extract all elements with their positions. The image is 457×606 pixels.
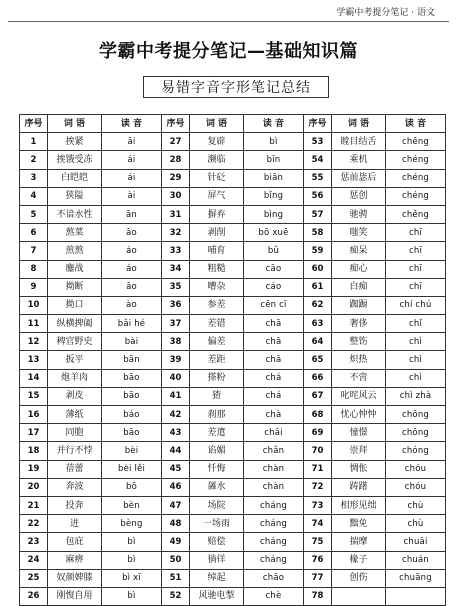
entry-number: 31	[162, 205, 190, 223]
entry-pinyin: bài	[102, 333, 162, 351]
entry-number: 46	[162, 478, 190, 496]
entry-number: 3	[20, 169, 48, 187]
entry-word: 纵横捭阖	[48, 315, 102, 333]
entry-pinyin: chēng	[386, 133, 446, 151]
entry-number: 75	[304, 533, 332, 551]
entry-pinyin: bō xuē	[244, 224, 304, 242]
entry-number: 41	[162, 387, 190, 405]
entry-word: 驰骋	[332, 205, 386, 223]
entry-number: 17	[20, 424, 48, 442]
entry-word: 痴呆	[332, 242, 386, 260]
entry-pinyin: ān	[102, 205, 162, 223]
entry-pinyin: bǐng	[244, 187, 304, 205]
entry-pinyin: bì	[102, 551, 162, 569]
entry-pinyin: bō	[102, 478, 162, 496]
table-row	[20, 387, 446, 405]
table-row	[20, 406, 446, 424]
table-row	[20, 278, 446, 296]
table-row	[20, 442, 446, 460]
entry-pinyin: ái	[102, 169, 162, 187]
entry-pinyin: chī	[386, 260, 446, 278]
entry-number: 72	[304, 478, 332, 496]
entry-word: 摒弃	[190, 205, 244, 223]
table-row	[20, 224, 446, 242]
entry-number: 42	[162, 406, 190, 424]
entry-pinyin: bèi lěi	[102, 460, 162, 478]
entry-pinyin: bì xī	[102, 569, 162, 587]
word-pronunciation-table	[19, 114, 446, 606]
entry-word: 狭隘	[48, 187, 102, 205]
entry-word: 整饬	[332, 333, 386, 351]
entry-number: 66	[304, 369, 332, 387]
entry-pinyin: bìng	[244, 205, 304, 223]
entry-pinyin: āo	[102, 224, 162, 242]
header-divider	[8, 21, 449, 22]
page-title: 学霸中考提分笔记—基础知识篇	[99, 41, 358, 62]
entry-pinyin: chā	[244, 315, 304, 333]
entry-number: 27	[162, 133, 190, 151]
entry-pinyin: ào	[102, 296, 162, 314]
section-subtitle: 易错字音字形笔记总结	[143, 76, 329, 98]
entry-word: 不谙水性	[48, 205, 102, 223]
column-header: 词 语	[190, 115, 244, 133]
entry-number: 30	[162, 187, 190, 205]
table-row	[20, 205, 446, 223]
entry-word: 濒临	[190, 151, 244, 169]
entry-number: 18	[20, 442, 48, 460]
entry-number: 20	[20, 478, 48, 496]
entry-word: 风驰电掣	[190, 587, 244, 605]
column-header: 词 语	[48, 115, 102, 133]
entry-number: 74	[304, 515, 332, 533]
column-header: 读 音	[386, 115, 446, 133]
column-header: 读 音	[244, 115, 304, 133]
entry-word: 嘈杂	[190, 278, 244, 296]
entry-word: 蓓蕾	[48, 460, 102, 478]
entry-number: 19	[20, 460, 48, 478]
entry-number: 15	[20, 387, 48, 405]
entry-word: 熬菜	[48, 224, 102, 242]
entry-pinyin: chāo	[244, 569, 304, 587]
entry-number: 2	[20, 151, 48, 169]
entry-word: 惩创	[332, 187, 386, 205]
entry-word: 搽粉	[190, 369, 244, 387]
entry-number: 24	[20, 551, 48, 569]
entry-word: 鏖战	[48, 260, 102, 278]
entry-number: 58	[304, 224, 332, 242]
entry-pinyin: chǎn	[244, 442, 304, 460]
column-header: 序号	[304, 115, 332, 133]
entry-pinyin: cháng	[244, 533, 304, 551]
entry-pinyin: chù	[386, 515, 446, 533]
entry-word: 参差	[190, 296, 244, 314]
entry-number: 44	[162, 442, 190, 460]
entry-number: 76	[304, 551, 332, 569]
entry-number: 60	[304, 260, 332, 278]
entry-number: 9	[20, 278, 48, 296]
entry-word: 稗官野史	[48, 333, 102, 351]
entry-pinyin: cháng	[244, 515, 304, 533]
entry-word: 场院	[190, 496, 244, 514]
entry-number: 40	[162, 369, 190, 387]
entry-word: 嗤笑	[332, 224, 386, 242]
entry-pinyin: chěng	[386, 205, 446, 223]
entry-pinyin: chá	[244, 369, 304, 387]
entry-word	[332, 587, 386, 605]
entry-number: 69	[304, 424, 332, 442]
entry-pinyin: ài	[102, 187, 162, 205]
entry-word: 剥削	[190, 224, 244, 242]
entry-word: 忏悔	[190, 460, 244, 478]
entry-word: 憧憬	[332, 424, 386, 442]
entry-number: 62	[304, 296, 332, 314]
entry-number: 63	[304, 315, 332, 333]
table-row	[20, 351, 446, 369]
entry-word: 叱咤风云	[332, 387, 386, 405]
entry-number: 4	[20, 187, 48, 205]
entry-word: 拗断	[48, 278, 102, 296]
entry-pinyin: chī	[386, 278, 446, 296]
entry-word: 奴颜婢膝	[48, 569, 102, 587]
entry-pinyin: chuán	[386, 551, 446, 569]
entry-pinyin: chì zhà	[386, 387, 446, 405]
entry-number: 36	[162, 296, 190, 314]
entry-number: 50	[162, 551, 190, 569]
entry-word: 差遣	[190, 424, 244, 442]
entry-word: 剥皮	[48, 387, 102, 405]
entry-number: 28	[162, 151, 190, 169]
entry-pinyin: chì	[386, 333, 446, 351]
entry-number: 1	[20, 133, 48, 151]
entry-word: 奢侈	[332, 315, 386, 333]
entry-pinyin: bǎi hé	[102, 315, 162, 333]
entry-word: 绰起	[190, 569, 244, 587]
table-row	[20, 315, 446, 333]
table-row	[20, 242, 446, 260]
entry-number: 32	[162, 224, 190, 242]
entry-pinyin: ái	[102, 151, 162, 169]
entry-pinyin: āi	[102, 133, 162, 151]
entry-pinyin: chí chú	[386, 296, 446, 314]
entry-number: 47	[162, 496, 190, 514]
entry-word: 乘机	[332, 151, 386, 169]
entry-pinyin: chóu	[386, 478, 446, 496]
entry-word: 包庇	[48, 533, 102, 551]
entry-number: 22	[20, 515, 48, 533]
table-row	[20, 478, 446, 496]
entry-word: 差距	[190, 351, 244, 369]
column-header: 词 语	[332, 115, 386, 133]
entry-word: 赔偿	[190, 533, 244, 551]
entry-pinyin: chì	[386, 369, 446, 387]
entry-pinyin: chā	[244, 333, 304, 351]
entry-pinyin: bāo	[102, 387, 162, 405]
entry-word: 踌躇	[332, 478, 386, 496]
entry-pinyin: chì	[386, 351, 446, 369]
entry-word: 踟蹰	[332, 296, 386, 314]
entry-number: 12	[20, 333, 48, 351]
running-header: 学霸中考提分笔记 · 语文	[336, 8, 435, 18]
entry-number: 43	[162, 424, 190, 442]
entry-pinyin: áo	[102, 242, 162, 260]
entry-pinyin: chāi	[244, 424, 304, 442]
entry-word: 忧心忡忡	[332, 406, 386, 424]
entry-number: 11	[20, 315, 48, 333]
entry-pinyin: bèn	[102, 496, 162, 514]
entry-word: 谄媚	[190, 442, 244, 460]
entry-number: 54	[304, 151, 332, 169]
entry-pinyin: cháng	[244, 551, 304, 569]
column-header: 序号	[20, 115, 48, 133]
table-row	[20, 333, 446, 351]
entry-word: 拗口	[48, 296, 102, 314]
entry-pinyin: chī	[386, 242, 446, 260]
entry-pinyin: chóu	[386, 460, 446, 478]
entry-word: 投奔	[48, 496, 102, 514]
entry-number: 48	[162, 515, 190, 533]
entry-number: 7	[20, 242, 48, 260]
entry-number: 23	[20, 533, 48, 551]
entry-word: 白皑皑	[48, 169, 102, 187]
entry-word: 惆怅	[332, 460, 386, 478]
entry-number: 6	[20, 224, 48, 242]
entry-pinyin	[386, 587, 446, 605]
column-header: 读 音	[102, 115, 162, 133]
table-row	[20, 151, 446, 169]
entry-number: 71	[304, 460, 332, 478]
entry-pinyin: chéng	[386, 169, 446, 187]
table-row	[20, 133, 446, 151]
table-row	[20, 169, 446, 187]
entry-number: 52	[162, 587, 190, 605]
entry-pinyin: chù	[386, 496, 446, 514]
entry-pinyin: chéng	[386, 151, 446, 169]
entry-pinyin: bèng	[102, 515, 162, 533]
entry-word: 哺育	[190, 242, 244, 260]
entry-pinyin: cáo	[244, 278, 304, 296]
entry-number: 14	[20, 369, 48, 387]
entry-number: 29	[162, 169, 190, 187]
entry-word: 煎熬	[48, 242, 102, 260]
entry-pinyin: bīn	[244, 151, 304, 169]
entry-word: 差错	[190, 315, 244, 333]
entry-number: 21	[20, 496, 48, 514]
entry-word: 麻痹	[48, 551, 102, 569]
entry-number: 53	[304, 133, 332, 151]
entry-word: 相形见绌	[332, 496, 386, 514]
table-row	[20, 515, 446, 533]
entry-number: 34	[162, 260, 190, 278]
table-row	[20, 587, 446, 605]
entry-word: 挨饿受冻	[48, 151, 102, 169]
entry-number: 37	[162, 315, 190, 333]
entry-word: 创伤	[332, 569, 386, 587]
entry-number: 33	[162, 242, 190, 260]
table-row	[20, 551, 446, 569]
entry-word: 羼水	[190, 478, 244, 496]
entry-pinyin: áo	[102, 260, 162, 278]
entry-number: 67	[304, 387, 332, 405]
entry-word: 崇拜	[332, 442, 386, 460]
entry-pinyin: chè	[244, 587, 304, 605]
entry-word: 偏差	[190, 333, 244, 351]
entry-pinyin: chóng	[386, 442, 446, 460]
entry-word: 并行不悖	[48, 442, 102, 460]
entry-number: 70	[304, 442, 332, 460]
entry-pinyin: biān	[244, 169, 304, 187]
entry-number: 55	[304, 169, 332, 187]
entry-number: 73	[304, 496, 332, 514]
entry-pinyin: bì	[244, 133, 304, 151]
entry-word: 黜免	[332, 515, 386, 533]
entry-word: 瞠目结舌	[332, 133, 386, 151]
entry-word: 复辟	[190, 133, 244, 151]
entry-word: 薄纸	[48, 406, 102, 424]
entry-pinyin: chéng	[386, 187, 446, 205]
entry-pinyin: chuāi	[386, 533, 446, 551]
entry-pinyin: chuāng	[386, 569, 446, 587]
entry-pinyin: cāo	[244, 260, 304, 278]
table-row	[20, 369, 446, 387]
entry-word: 刚愎自用	[48, 587, 102, 605]
entry-number: 38	[162, 333, 190, 351]
entry-number: 8	[20, 260, 48, 278]
entry-pinyin: chī	[386, 224, 446, 242]
entry-word: 刹那	[190, 406, 244, 424]
entry-word: 炽热	[332, 351, 386, 369]
entry-number: 59	[304, 242, 332, 260]
entry-pinyin: ǎo	[102, 278, 162, 296]
entry-pinyin: chàn	[244, 478, 304, 496]
table-row	[20, 460, 446, 478]
entry-word: 一场雨	[190, 515, 244, 533]
entry-word: 白痴	[332, 278, 386, 296]
entry-number: 26	[20, 587, 48, 605]
entry-word: 针砭	[190, 169, 244, 187]
entry-word: 奔波	[48, 478, 102, 496]
entry-word: 扳平	[48, 351, 102, 369]
entry-number: 39	[162, 351, 190, 369]
entry-pinyin: bì	[102, 533, 162, 551]
entry-pinyin: bāo	[102, 424, 162, 442]
entry-number: 16	[20, 406, 48, 424]
table-row	[20, 533, 446, 551]
entry-number: 5	[20, 205, 48, 223]
table-row	[20, 496, 446, 514]
entry-word: 不啻	[332, 369, 386, 387]
entry-number: 61	[304, 278, 332, 296]
table-header-row	[20, 115, 446, 133]
entry-pinyin: chàn	[244, 460, 304, 478]
entry-number: 65	[304, 351, 332, 369]
column-header: 序号	[162, 115, 190, 133]
entry-pinyin: chōng	[386, 424, 446, 442]
entry-pinyin: bāo	[102, 369, 162, 387]
entry-number: 49	[162, 533, 190, 551]
entry-word: 同胞	[48, 424, 102, 442]
entry-word: 炮羊肉	[48, 369, 102, 387]
entry-number: 64	[304, 333, 332, 351]
entry-pinyin: báo	[102, 406, 162, 424]
entry-word: 迸	[48, 515, 102, 533]
entry-number: 13	[20, 351, 48, 369]
entry-number: 45	[162, 460, 190, 478]
table-row	[20, 296, 446, 314]
entry-word: 粗糙	[190, 260, 244, 278]
entry-pinyin: chōng	[386, 406, 446, 424]
table-row	[20, 260, 446, 278]
entry-number: 77	[304, 569, 332, 587]
entry-pinyin: chà	[244, 406, 304, 424]
entry-number: 68	[304, 406, 332, 424]
entry-number: 10	[20, 296, 48, 314]
table-row	[20, 187, 446, 205]
entry-pinyin: chā	[244, 351, 304, 369]
entry-word: 猹	[190, 387, 244, 405]
entry-number: 56	[304, 187, 332, 205]
entry-pinyin: chá	[244, 387, 304, 405]
entry-word: 屏气	[190, 187, 244, 205]
entry-pinyin: bèi	[102, 442, 162, 460]
entry-number: 78	[304, 587, 332, 605]
entry-word: 徜徉	[190, 551, 244, 569]
entry-pinyin: cháng	[244, 496, 304, 514]
table-row	[20, 569, 446, 587]
entry-number: 57	[304, 205, 332, 223]
entry-pinyin: bǔ	[244, 242, 304, 260]
table-row	[20, 424, 446, 442]
entry-number: 25	[20, 569, 48, 587]
entry-word: 惩前毖后	[332, 169, 386, 187]
entry-word: 椽子	[332, 551, 386, 569]
entry-number: 51	[162, 569, 190, 587]
entry-pinyin: cēn cī	[244, 296, 304, 314]
entry-pinyin: bì	[102, 587, 162, 605]
entry-pinyin: chǐ	[386, 315, 446, 333]
entry-word: 揣摩	[332, 533, 386, 551]
entry-number: 35	[162, 278, 190, 296]
entry-pinyin: bān	[102, 351, 162, 369]
entry-word: 痴心	[332, 260, 386, 278]
entry-word: 挨紧	[48, 133, 102, 151]
